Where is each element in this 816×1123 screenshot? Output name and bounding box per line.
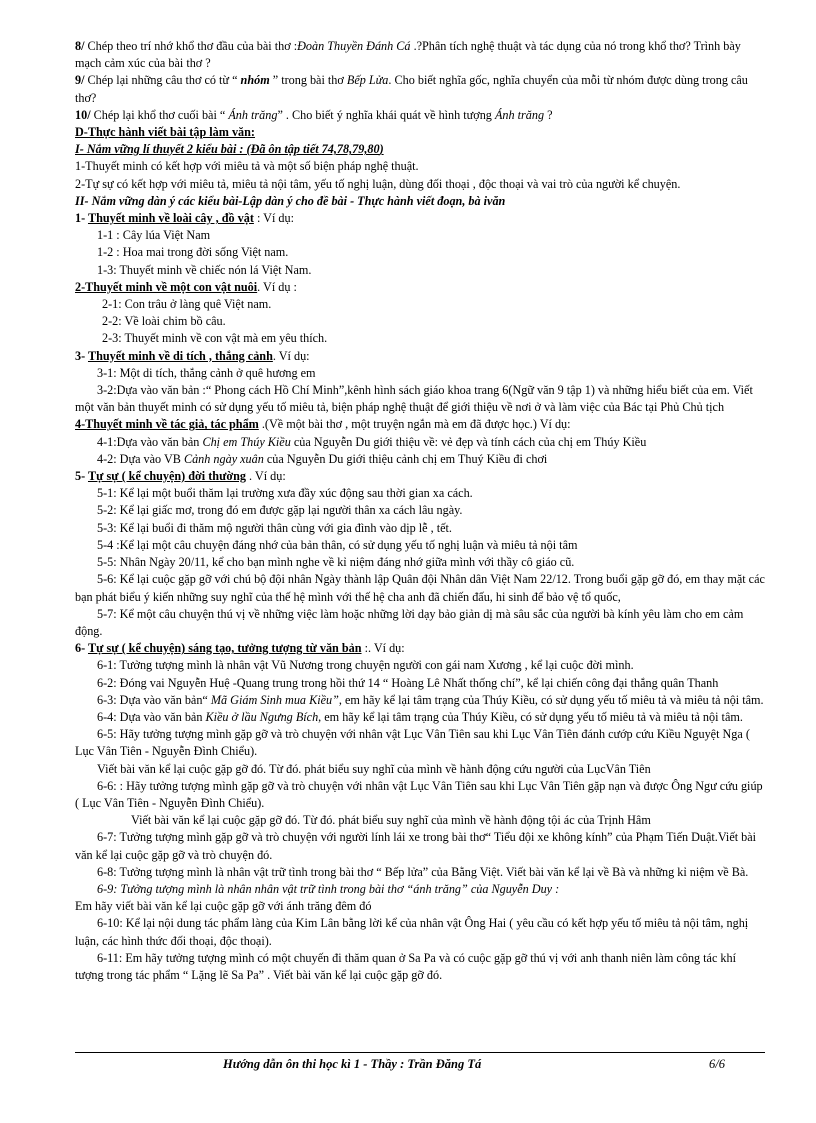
document-body — [75, 38, 765, 984]
list-item: 5-1: Kể lại một buổi thăm lại trường xưa đầy xúc động sau thời gian xa cách. — [97, 486, 473, 501]
list-item: 6-3: Dựa vào văn bản“ Mã Giám Sinh mua Kiều”, em hãy kể lại tâm trạng của Thúy Kiều, có sử dụng yếu tố miêu tả và miêu tả nội tâm. — [97, 692, 764, 707]
list-item: 5-2: Kể lại giấc mơ, trong đó em được gặp lại người thân xa cách lâu ngày. — [97, 503, 463, 518]
list-item: 4-1:Dựa vào văn bản Chị em Thúy Kiều của Nguyễn Du giới thiệu về: vẻ đẹp và tính cách của chị em Thúy Kiều — [97, 434, 647, 449]
question-9: 9/ Chép lại những câu thơ có từ “ nhóm ” trong bài thơ Bếp Lửa. Cho biết nghĩa gốc, nghĩa chuyển của mỗi từ nhóm được dùng trong câu thơ? — [75, 73, 748, 105]
list-item: 6-7: Tưởng tượng mình gặp gỡ và trò chuyện với người lính lái xe trong bài thơ“ Tiểu đội xe không kính” của Phạm Tiến Duật.Viết bài văn kể lại cuộc gặp gỡ và trò chuyện đó. — [75, 830, 757, 862]
list-item: 3-1: Một di tích, thắng cảnh ở quê hương em — [97, 365, 316, 380]
heading-3: 3- Thuyết minh về di tích , thắng cảnh. Ví dụ: — [75, 348, 310, 363]
list-item: 6-4: Dựa vào văn bản Kiều ở lầu Ngưng Bích, em hãy kể lại tâm trạng của Thúy Kiều, có sử dụng yếu tố miêu tả và miêu tả nội tâm. — [97, 709, 743, 724]
list-item: 2-3: Thuyết minh về con vật mà em yêu thích. — [102, 331, 328, 346]
footer-title: Hướng dẫn ôn thi học kì 1 - Thầy : Trần Đăng Tá — [223, 1057, 482, 1071]
list-item: 2-2: Về loài chim bồ câu. — [102, 314, 226, 329]
list-item: 5-3: Kể lại buổi đi thăm mộ người thân cùng với gia đình vào dịp lễ , tết. — [97, 520, 452, 535]
list-item: 6-1: Tưởng tượng mình là nhân vật Vũ Nương trong chuyện người con gái nam Xương , kể lại cuộc đời mình. — [97, 658, 634, 673]
list-item: 1-1 : Cây lúa Việt Nam — [97, 228, 211, 243]
list-item: 1-2 : Hoa mai trong đời sống Việt nam. — [97, 245, 289, 260]
list-item: 6-10: Kể lại nội dung tác phẩm làng của Kim Lân bằng lời kể của nhân vật Ông Hai ( yêu cầu có kết hợp yếu tố miêu tả nội tâm, nghị luận, các hình thức đối thoại, độc thoại). — [75, 916, 749, 948]
question-10: 10/ Chép lại khổ thơ cuối bài “ Ánh trăng” . Cho biết ý nghĩa khái quát về hình tượng Ánh trăng ? — [75, 107, 553, 122]
list-item: 2-1: Con trâu ở làng quê Việt nam. — [102, 297, 272, 312]
list-item: 6-11: Em hãy tưởng tượng mình có một chuyến đi thăm quan ở Sa Pa và có cuộc gặp gỡ thú vị với anh thanh niên làm công tác khí tượng trong tác phẩm “ Lặng lẽ Sa Pa” . Viết bài văn kể lại cuộc gặp gỡ đó. — [75, 950, 736, 982]
section-d-heading: D-Thực hành viết bài tập làm văn: — [75, 125, 255, 140]
list-item: 1-3: Thuyết minh về chiếc nón lá Việt Nam. — [97, 262, 312, 277]
list-item: 5-6: Kể lại cuộc gặp gỡ với chú bộ đội nhân Ngày thành lập Quân đội Nhân dân Việt Nam 22/12. Trong buổi gặp gỡ đó, em thay mặt các bạn phát biểu ý kiến những suy nghĩ của thế hệ mình với thế hệ cha anh đã chiến đấu, hi sinh để bảo vệ tổ quốc, — [75, 572, 765, 604]
heading-6: 6- Tự sự ( kể chuyện) sáng tạo, tưởng tượng từ văn bản :. Ví dụ: — [75, 641, 405, 656]
theory-line-1: 1-Thuyết minh có kết hợp với miêu tả và một số biện pháp nghệ thuật. — [75, 159, 419, 174]
list-item: 6-2: Đóng vai Nguyễn Huệ -Quang trung trong hồi thứ 14 “ Hoàng Lê Nhất thống chí”, kể lại chiến công đại thắng quân Thanh — [97, 675, 719, 690]
heading-2: 2-Thuyết minh về một con vật nuôi. Ví dụ : — [75, 279, 297, 294]
list-item: 6-5: Hãy tưởng tượng mình gặp gỡ và trò chuyện với nhân vật Lục Vân Tiên sau khi Lục Vân Tiên đánh cướp cứu Kiều Nguyệt Nga ( Lục Vân Tiên - Nguyễn Đình Chiểu). — [75, 727, 750, 759]
list-item: 6-8: Tưởng tượng mình là nhân vật trữ tình trong bài thơ “ Bếp lửa” của Bằng Việt. Viết bài văn kể lại về Bà và những kỉ niệm về Bà. — [97, 864, 749, 879]
list-item: 4-2: Dựa vào VB Cảnh ngày xuân của Nguyễn Du giới thiệu cảnh chị em Thuý Kiều đi chơi — [97, 451, 548, 466]
list-item: 6-9: Tưởng tượng mình là nhân nhân vật trữ tình trong bài thơ “ánh trăng” của Nguyễn Duy : — [97, 881, 560, 896]
list-item: 5-7: Kể một câu chuyện thú vị về những việc làm hoặc những lời dạy bảo giản dị mà sâu sắc của người bà kính yêu làm cho em cảm động. — [75, 606, 744, 638]
list-item: 3-2:Dựa vào văn bản :“ Phong cách Hồ Chí Minh”,kênh hình sách giáo khoa trang 6(Ngữ văn 9 tập 1) và những hiểu biết của em. Viết một văn bản thuyết minh có sử dụng yếu tố miêu tả, biện pháp nghệ thuật để giới thiệu về nơi ở và làm việc của Bác tại Phủ Chủ tịch — [75, 383, 753, 415]
list-item: 5-5: Nhân Ngày 20/11, kể cho bạn mình nghe về kỉ niệm đáng nhớ giữa mình với thầy cô giáo cũ. — [97, 555, 575, 570]
heading-4: 4-Thuyết minh về tác giả, tác phẩm .(Về một bài thơ , một truyện ngắn mà em đã được học.) Ví dụ: — [75, 417, 571, 432]
list-item: 6-6: : Hãy tưởng tượng mình gặp gỡ và trò chuyện với nhân vật Lục Vân Tiên sau khi Lục Vân Tiên gặp nạn và được Ông Ngư cứu giúp ( Lục Vân Tiên - Nguyễn Đình Chiểu). — [75, 778, 763, 810]
list-item: 5-4 :Kể lại một câu chuyện đáng nhớ của bản thân, có sử dụng yếu tố nghị luận và miêu tả nội tâm — [97, 537, 578, 552]
theory-line-2: 2-Tự sự có kết hợp với miêu tả, miêu tả nội tâm, yếu tố nghị luận, dùng đối thoại , độc thoại và vai trò của người kể chuyện. — [75, 176, 681, 191]
list-item: Viết bài văn kể lại cuộc gặp gỡ đó. Từ đó. phát biểu suy nghĩ của mình về hành động cứu người của LụcVân Tiên — [97, 761, 651, 776]
page-number: 6/6 — [709, 1057, 725, 1071]
heading-1: 1- Thuyết minh về loài cây , đồ vật : Ví dụ: — [75, 211, 294, 226]
question-8: 8/ Chép theo trí nhớ khổ thơ đầu của bài thơ :Đoàn Thuyền Đánh Cá .?Phân tích nghệ thuật và tác dụng của nó trong khổ thơ? Trình bày mạch cảm xúc của bài thơ ? — [75, 39, 741, 71]
heading-5: 5- Tự sự ( kể chuyện) đời thường . Ví dụ: — [75, 469, 286, 484]
list-item: Viết bài văn kể lại cuộc gặp gỡ đó. Từ đó. phát biểu suy nghĩ của mình về hành động tội ác của Trịnh Hâm — [131, 813, 651, 828]
page-footer — [75, 1052, 765, 1072]
list-item: Em hãy viết bài văn kể lại cuộc gặp gỡ với ánh trăng đêm đó — [75, 899, 372, 914]
section-i-heading: I- Nắm vững lí thuyết 2 kiểu bài : (Đã ôn tập tiết 74,78,79,80) — [75, 142, 384, 157]
section-ii-heading: II- Nắm vững dàn ý các kiểu bài-Lập dàn ý cho đề bài - Thực hành viết đoạn, bà ivăn — [75, 193, 506, 208]
